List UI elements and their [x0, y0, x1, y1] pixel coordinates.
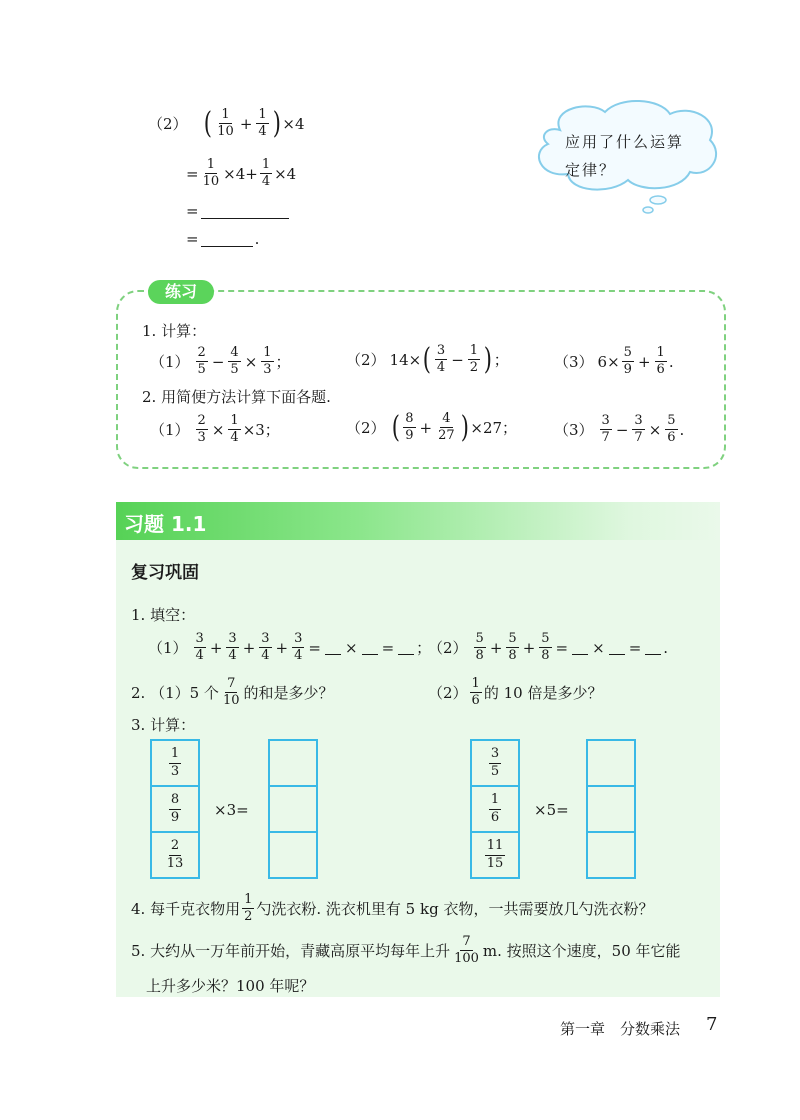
- example-line-3: [186, 202, 291, 220]
- denominator: 6: [490, 809, 500, 825]
- fraction: [256, 108, 268, 140]
- exercise-header-bar: [116, 502, 720, 540]
- numerator: 7: [460, 935, 472, 951]
- fraction: [261, 346, 273, 378]
- question-text: 的 10 倍是多少？: [483, 684, 603, 703]
- exercise-q1b: [428, 632, 668, 664]
- grid-cell: [472, 741, 518, 787]
- answer-cell[interactable]: [588, 833, 634, 877]
- fraction: [468, 344, 480, 376]
- numerator: 5: [622, 346, 634, 362]
- denominator: 4: [294, 648, 303, 664]
- fraction: [169, 747, 181, 779]
- numerator: 5: [539, 632, 551, 648]
- operator: ×: [344, 638, 358, 657]
- punctuation: .: [668, 352, 674, 371]
- denominator: 6: [656, 362, 665, 378]
- fraction: [489, 793, 501, 825]
- answer-blank[interactable]: [645, 640, 661, 655]
- fraction: [436, 412, 457, 444]
- multiplier: ×4: [274, 164, 297, 183]
- fraction: [196, 414, 208, 446]
- fraction: [435, 344, 447, 376]
- denominator: 9: [170, 809, 180, 825]
- numerator: 1: [489, 793, 501, 809]
- denominator: 4: [195, 648, 204, 664]
- grid-cell: [152, 833, 198, 877]
- question-text: 4. 每千克衣物用: [131, 900, 241, 919]
- fraction: [165, 839, 186, 871]
- numerator: 5: [665, 414, 677, 430]
- equals-sign: =: [186, 164, 199, 183]
- fraction: [655, 346, 667, 378]
- fraction: [260, 158, 272, 190]
- punctuation: ；: [493, 351, 509, 370]
- equals-sign: =: [186, 202, 199, 220]
- answer-blank[interactable]: [362, 640, 378, 655]
- paren-close: ): [272, 105, 281, 141]
- numerator: 1: [468, 344, 480, 360]
- numerator: 1: [260, 158, 272, 174]
- question-text: 上升多少米？100 年呢？: [146, 977, 315, 995]
- question-label: 2. 用简便方法计算下面各题.: [142, 388, 331, 406]
- denominator: 10: [217, 124, 234, 140]
- operator: +: [637, 352, 651, 371]
- numerator: 1: [261, 346, 273, 362]
- fraction: [196, 346, 208, 378]
- practice-q1a: [150, 346, 291, 378]
- question-text: 2. （1）5 个: [131, 684, 219, 703]
- fraction: [259, 632, 271, 664]
- operator: +: [522, 638, 536, 657]
- exercise-title: 习题 1.1: [124, 512, 207, 536]
- paren-open: (: [203, 105, 212, 141]
- numerator: 1: [219, 108, 231, 124]
- practice-tag: 练习: [148, 280, 214, 304]
- cloud-question: 应用了什么运算定律？: [565, 133, 685, 179]
- numerator: 8: [403, 412, 415, 428]
- item-number: （2）: [346, 351, 386, 370]
- operator: +: [209, 638, 223, 657]
- denominator: 3: [197, 430, 206, 446]
- operator: ×: [592, 638, 605, 657]
- operator: +: [275, 638, 289, 657]
- grid-operator: ×5=: [534, 801, 569, 819]
- equals-sign: =: [381, 638, 395, 657]
- numerator: 2: [169, 839, 181, 855]
- punctuation: ；: [275, 353, 291, 372]
- fraction: [600, 414, 612, 446]
- operator: +: [489, 638, 503, 657]
- denominator: 6: [667, 430, 676, 446]
- answer-cell[interactable]: [588, 741, 634, 787]
- denominator: 5: [197, 362, 206, 378]
- numerator: 1: [228, 414, 240, 430]
- fraction: [485, 839, 506, 871]
- denominator: 13: [166, 855, 184, 871]
- punctuation: .: [663, 638, 669, 657]
- item-number: （3）: [554, 353, 594, 372]
- answer-blank[interactable]: [398, 640, 414, 655]
- fraction: [622, 346, 634, 378]
- exercise-q2b: [428, 677, 602, 709]
- item-number: （1）: [148, 639, 188, 658]
- numerator: 5: [506, 632, 518, 648]
- grid-operator: ×3=: [214, 801, 249, 819]
- chapter-label: 第一章 分数乘法: [560, 1020, 681, 1038]
- question-text: 的和是多少？: [243, 684, 334, 703]
- operator: ×: [211, 420, 225, 439]
- question-text: 勺洗衣粉. 洗衣机里有 5 kg 衣物，一共需要放几勺洗衣粉？: [256, 900, 654, 919]
- numerator: 1: [205, 158, 217, 174]
- operator: +: [419, 418, 433, 437]
- grid-cell: [472, 833, 518, 877]
- numerator: 3: [600, 414, 612, 430]
- exercise-q3: [131, 714, 195, 735]
- operator: −: [615, 420, 629, 439]
- exercise-q1: [131, 604, 195, 625]
- numerator: 1: [169, 747, 181, 763]
- fraction: [452, 935, 481, 967]
- denominator: 8: [508, 648, 517, 664]
- answer-blank[interactable]: [572, 640, 588, 655]
- answer-grid-1: [268, 739, 318, 879]
- exercise-q1a: [148, 632, 431, 664]
- numerator: 4: [228, 346, 240, 362]
- fraction: [632, 414, 644, 446]
- numerator: 5: [474, 632, 486, 648]
- numerator: 7: [225, 677, 237, 693]
- example-line-4: [186, 230, 259, 248]
- denominator: 15: [486, 855, 504, 871]
- paren-close: ): [460, 409, 469, 445]
- item-number: （1）: [150, 421, 190, 440]
- operator: ×: [244, 352, 258, 371]
- question-text: 5. 大约从一万年前开始，青藏高原平均每年上升: [131, 942, 451, 961]
- example-line-2: [186, 158, 296, 190]
- grid-cell: [472, 787, 518, 833]
- equals-sign: =: [308, 638, 321, 657]
- denominator: 27: [438, 428, 455, 444]
- practice-q2: [142, 386, 331, 407]
- denominator: 9: [405, 428, 414, 444]
- numerator: 3: [194, 632, 206, 648]
- paren-open: (: [422, 341, 432, 377]
- fraction: [403, 412, 415, 444]
- item-number: （2）: [346, 419, 386, 438]
- fraction: [194, 632, 206, 664]
- equals-sign: =: [628, 638, 642, 657]
- numerator: 3: [259, 632, 271, 648]
- fraction: [215, 108, 236, 140]
- denominator: 3: [170, 763, 180, 779]
- denominator: 4: [258, 124, 267, 140]
- question-label: 1. 填空：: [131, 606, 196, 624]
- period: .: [254, 230, 260, 248]
- answer-blank[interactable]: [201, 204, 289, 219]
- denominator: 4: [436, 360, 446, 376]
- numerator: 1: [655, 346, 667, 362]
- paren-open: (: [391, 409, 400, 445]
- numerator: 8: [169, 793, 181, 809]
- answer-blank[interactable]: [325, 640, 341, 655]
- exercise-q4: [131, 893, 653, 925]
- denominator: 3: [263, 362, 272, 378]
- example-line-1: [148, 105, 305, 141]
- fraction: [242, 893, 254, 925]
- numerator: 2: [196, 346, 208, 362]
- operator: +: [242, 638, 256, 657]
- fraction: [470, 677, 482, 709]
- fraction: [201, 158, 222, 190]
- numerator: 3: [435, 344, 447, 360]
- denominator: 2: [469, 360, 479, 376]
- question-label: 1. 计算：: [142, 322, 207, 340]
- paren-close: ): [483, 341, 493, 377]
- answer-cell[interactable]: [588, 787, 634, 833]
- denominator: 4: [261, 648, 270, 664]
- numerator: 1: [470, 677, 482, 693]
- denominator: 7: [634, 430, 643, 446]
- operator: −: [451, 350, 464, 369]
- grid-cell: [152, 741, 198, 787]
- denominator: 4: [228, 648, 237, 664]
- fraction: [539, 632, 551, 664]
- denominator: 6: [471, 693, 480, 709]
- question-text: （2）: [428, 684, 468, 703]
- equals-sign: =: [186, 230, 199, 248]
- practice-q1c: [554, 346, 674, 378]
- fraction: [292, 632, 304, 664]
- fraction: [169, 793, 181, 825]
- expression-mid: ×4+: [223, 164, 258, 183]
- answer-blank[interactable]: [201, 232, 253, 247]
- operator: −: [211, 352, 225, 371]
- answer-blank[interactable]: [609, 640, 625, 655]
- punctuation: .: [679, 420, 685, 439]
- denominator: 10: [202, 174, 220, 190]
- item-number: （3）: [554, 421, 594, 440]
- fraction: [228, 414, 240, 446]
- fraction: [226, 632, 238, 664]
- numerator: 3: [489, 747, 501, 763]
- multiplier: ×4: [282, 114, 305, 133]
- numerator: 1: [242, 893, 254, 909]
- grid-cell: [152, 787, 198, 833]
- expression-prefix: 14×: [389, 350, 422, 369]
- question-label: 3. 计算：: [131, 716, 196, 734]
- denominator: 7: [601, 430, 610, 446]
- practice-q2b: [346, 409, 518, 445]
- denominator: 9: [623, 362, 632, 378]
- item-number: （1）: [150, 353, 190, 372]
- denominator: 2: [244, 909, 253, 925]
- fraction: [228, 346, 240, 378]
- denominator: 5: [490, 763, 500, 779]
- practice-q2a: [150, 414, 280, 446]
- numerator: 3: [292, 632, 304, 648]
- fraction: [665, 414, 677, 446]
- denominator: 10: [222, 693, 240, 709]
- question-text: m. 按照这个速度，50 年它能: [482, 942, 681, 961]
- practice-q1b: [346, 341, 509, 377]
- fraction: [506, 632, 518, 664]
- expression-suffix: ×3；: [242, 421, 280, 440]
- numerator: 3: [226, 632, 238, 648]
- numerator: 11: [485, 839, 506, 855]
- practice-q2c: [554, 414, 684, 446]
- fraction: [489, 747, 501, 779]
- exercise-q5: [131, 935, 681, 967]
- operator: +: [239, 114, 253, 133]
- numerator: 4: [440, 412, 452, 428]
- equals-sign: =: [555, 638, 569, 657]
- operator: ×: [648, 420, 662, 439]
- practice-q1: [142, 320, 206, 341]
- denominator: 8: [541, 648, 550, 664]
- section-title: 复习巩固: [131, 563, 199, 583]
- answer-cell[interactable]: [270, 787, 316, 833]
- denominator: 100: [454, 951, 479, 967]
- answer-grid-2: [586, 739, 636, 879]
- page-number: 7: [706, 1014, 718, 1035]
- item-number: （2）: [428, 639, 468, 658]
- answer-cell[interactable]: [270, 833, 316, 877]
- numerator: 3: [632, 414, 644, 430]
- fraction-grid-2: [470, 739, 520, 879]
- numerator: 1: [256, 108, 268, 124]
- answer-cell[interactable]: [270, 741, 316, 787]
- example-number: （2）: [148, 115, 188, 134]
- punctuation: ；: [416, 639, 432, 658]
- exercise-q2a: [131, 677, 334, 709]
- denominator: 8: [475, 648, 484, 664]
- fraction: [474, 632, 486, 664]
- fraction: [221, 677, 242, 709]
- denominator: 4: [230, 430, 239, 446]
- fraction-grid-1: [150, 739, 200, 879]
- denominator: 5: [230, 362, 239, 378]
- expression-suffix: ×27；: [470, 419, 518, 438]
- numerator: 2: [196, 414, 208, 430]
- denominator: 4: [261, 174, 271, 190]
- expression-prefix: 6×: [597, 352, 620, 371]
